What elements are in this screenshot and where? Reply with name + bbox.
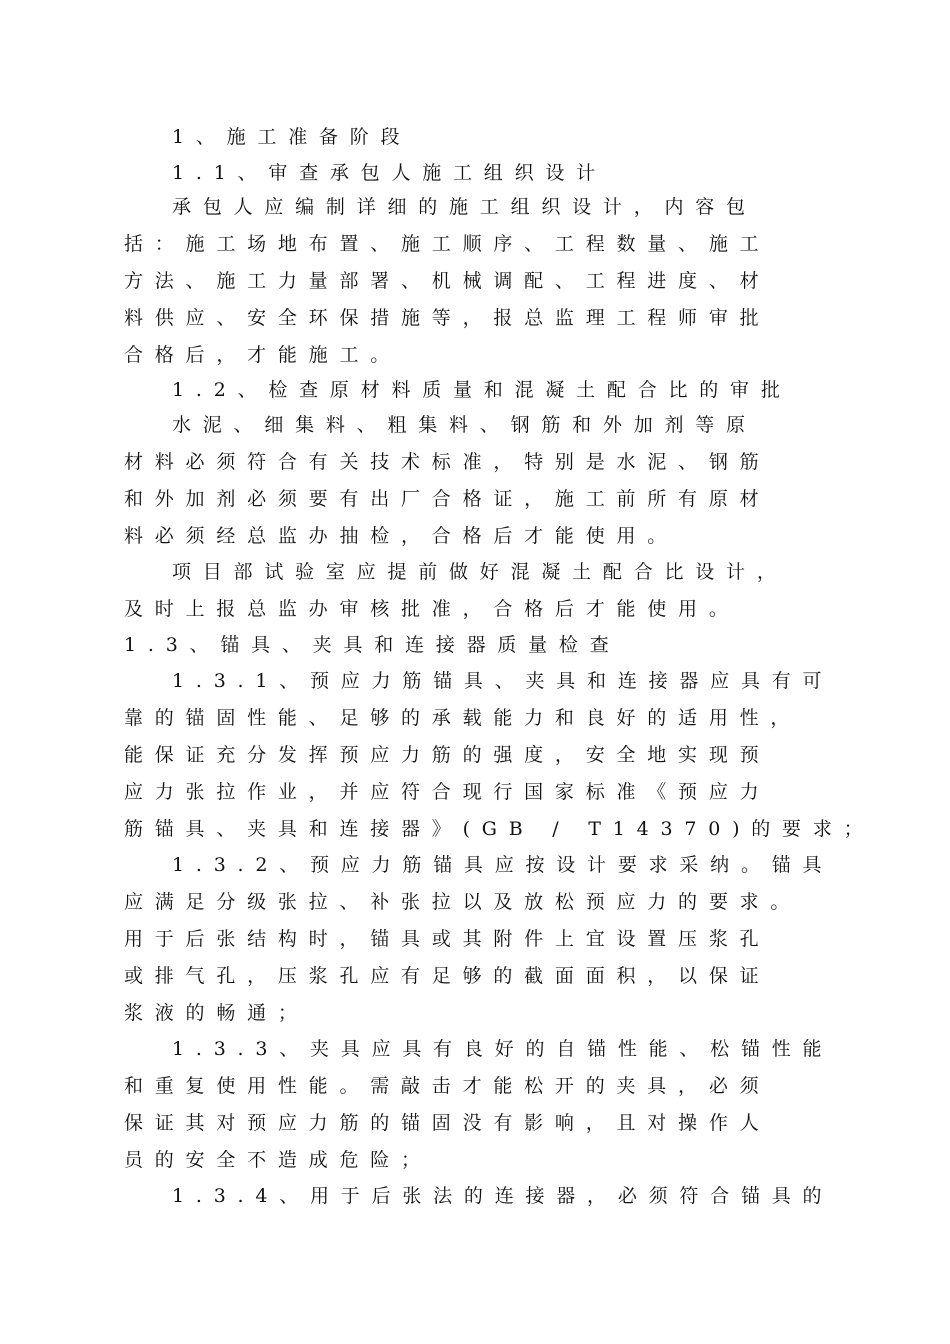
paragraph-line: 1.3.2、预应力筋锚具应按设计要求采纳。锚具 — [172, 854, 834, 876]
paragraph-line: 1.3.4、用于后张法的连接器，必须符合锚具的 — [172, 1185, 834, 1207]
paragraph-line: 浆液的畅通； — [124, 1002, 309, 1024]
paragraph-line: 应满足分级张拉、补张拉以及放松预应力的要求。 — [124, 891, 802, 913]
paragraph-line: 合格后，才能施工。 — [124, 344, 402, 366]
paragraph-line: 项目部试验室应提前做好混凝土配合比设计， — [172, 561, 788, 583]
paragraph-line: 筋锚具、夹具和连接器》(GB / T14370)的要求； — [124, 818, 875, 840]
paragraph-line: 和重复使用性能。需敲击才能松开的夹具，必须 — [124, 1075, 771, 1097]
paragraph-line: 材料必须符合有关技术标准，特别是水泥、钢筋 — [124, 451, 771, 473]
paragraph-line: 方法、施工力量部署、机械调配、工程进度、材 — [124, 270, 771, 292]
paragraph-line: 保证其对预应力筋的锚固没有影响，且对操作人 — [124, 1112, 771, 1134]
heading-1-2: 1.2、检查原材料质量和混凝土配合比的审批 — [172, 379, 792, 401]
paragraph-line: 或排气孔，压浆孔应有足够的截面面积，以保证 — [124, 965, 771, 987]
paragraph-line: 水泥、细集料、粗集料、钢筋和外加剂等原 — [172, 414, 757, 436]
paragraph-line: 能保证充分发挥预应力筋的强度，安全地实现预 — [124, 744, 771, 766]
heading-1: 1、施工准备阶段 — [172, 126, 412, 148]
paragraph-line: 料供应、安全环保措施等，报总监理工程师审批 — [124, 307, 771, 329]
paragraph-line: 及时上报总监办审核批准，合格后才能使用。 — [124, 598, 740, 620]
paragraph-line: 1.3.3、夹具应具有良好的自锚性能、松锚性能 — [172, 1038, 834, 1060]
paragraph-line: 括：施工场地布置、施工顺序、工程数量、施工 — [124, 233, 771, 255]
paragraph-line: 用于后张结构时，锚具或其附件上宜设置压浆孔 — [124, 928, 771, 950]
paragraph-line: 和外加剂必须要有出厂合格证，施工前所有原材 — [124, 488, 771, 510]
paragraph-line: 承包人应编制详细的施工组织设计，内容包 — [172, 196, 757, 218]
heading-1-3: 1.3、锚具、夹具和连接器质量检查 — [124, 634, 621, 656]
paragraph-line: 员的安全不造成危险； — [124, 1149, 432, 1171]
paragraph-line: 应力张拉作业，并应符合现行国家标准《预应力 — [124, 781, 771, 803]
paragraph-line: 料必须经总监办抽检，合格后才能使用。 — [124, 525, 679, 547]
paragraph-line: 靠的锚固性能、足够的承载能力和良好的适用性， — [124, 707, 802, 729]
heading-1-1: 1.1、审查承包人施工组织设计 — [172, 162, 607, 184]
paragraph-line: 1.3.1、预应力筋锚具、夹具和连接器应具有可 — [172, 670, 834, 692]
